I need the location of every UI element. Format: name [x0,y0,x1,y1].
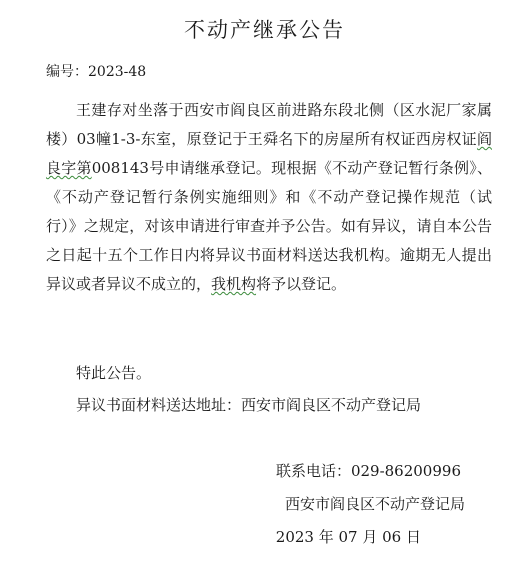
body-text-part2: 008143号申请继承登记。现根据《不动产登记暂行条例》、《不动产登记暂行条例实施细则》和《不动产登记操作规范（试行）》之规定，对该申请进行审查并予公告。如有异议，请自本公告之日起十五个工作日内将异议书面材料送达我机构。逾期无人提出异议或者异议不成立的， [46,159,492,293]
issue-date: 2023 年 07 月 06 日 [275,528,421,546]
body-text-part1: 王建存对坐落于西安市阎良区前进路东段北侧（区水泥厂家属楼）03幢1-3-东室，原登记于王舜名下的房屋所有权证西房权证 [46,101,492,148]
body-text-part3: 将予以登记。 [256,275,347,293]
spellcheck-underlined-text: 阎良字第 [46,130,492,177]
issuing-organization: 西安市阎良区不动产登记局 [284,495,465,513]
notice-body [46,96,492,299]
contact-phone: 联系电话：029-86200996 [275,462,461,480]
objection-address: 异议书面材料送达地址：西安市阎良区不动产登记局 [76,396,422,414]
reference-number: 编号：2023-48 [46,64,147,80]
closing-statement: 特此公告。 [76,364,152,382]
notice-title: 不动产继承公告 [184,18,345,42]
spellcheck-underlined-text: 我机构 [211,275,257,293]
